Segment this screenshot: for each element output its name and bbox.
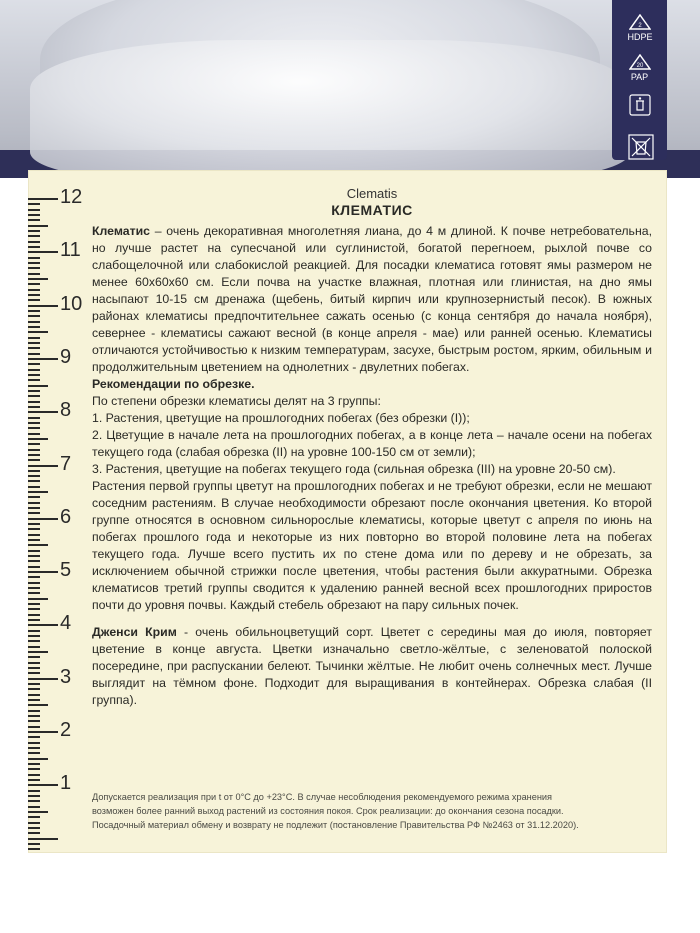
ruler-tick — [28, 454, 40, 456]
ruler-tick — [28, 406, 40, 408]
ruler-tick — [28, 774, 40, 776]
ruler-tick — [28, 587, 40, 589]
pruning-line: 3. Растения, цветущие на побегах текущего года (сильная обрезка (III) на уровне 20-50 см). — [92, 462, 616, 476]
ruler-tick — [28, 299, 40, 301]
ruler-tick — [28, 838, 58, 840]
ruler-tick — [28, 235, 40, 237]
package-photo — [0, 0, 700, 178]
ruler-tick — [28, 433, 40, 435]
ruler-tick — [28, 528, 40, 530]
ruler-tick — [28, 209, 40, 211]
ruler-tick — [28, 763, 40, 765]
ruler-tick — [28, 571, 58, 573]
ruler-tick — [28, 203, 40, 205]
ruler-tick — [28, 257, 40, 259]
ruler-tick — [28, 688, 40, 690]
ruler-tick — [28, 726, 40, 728]
ruler-tick — [28, 534, 40, 536]
trash-bin-icon — [628, 94, 652, 120]
ruler-tick — [28, 294, 40, 296]
ruler-tick — [28, 576, 40, 578]
ruler-number: 10 — [60, 292, 83, 315]
ruler-tick — [28, 646, 40, 648]
ruler-tick — [28, 390, 40, 392]
ruler-number: 7 — [60, 452, 72, 475]
ruler-tick — [28, 624, 58, 626]
ruler-tick — [28, 198, 58, 200]
ruler-number: 8 — [60, 399, 72, 422]
svg-text:2: 2 — [637, 23, 642, 29]
recycle-hdpe-icon — [628, 14, 652, 40]
ruler-tick — [28, 315, 40, 317]
ruler-tick — [28, 219, 40, 221]
ruler-tick — [28, 246, 40, 248]
pruning-paragraph: Растения первой группы цветут на прошлогодних побегах и не требуют обрезки, если не мешают соседним растениям. В случае необходимости обрезают после окончания цветения. Ко второй группе относятся в основном сильнорослые клематисы, которые цветут с апреля по июнь на побегах прошлого года и некоторые из них повторно во второй половине лета на побегах текущего года. Лучше всего пустить их по стене дома или по дереву и не обрезать, за исключением обычной стрижки после цветения, чтобы растения были аккуратными. Обрезка клематисов третий группы сводится к удалению ранней весной всех прошлогодних приростов почти до уровня почвы. Каждый стебель обрезают на пару сильных почек. — [92, 479, 652, 612]
ruler-tick — [28, 326, 40, 328]
ruler-tick — [28, 459, 40, 461]
ruler-tick — [28, 694, 40, 696]
ruler-tick — [28, 784, 58, 786]
ruler-tick — [28, 241, 40, 243]
pruning-heading: Рекомендации по обрезке. — [92, 377, 255, 391]
ruler-tick — [28, 758, 48, 760]
ruler-tick — [28, 667, 40, 669]
ruler-tick — [28, 742, 40, 744]
ruler-tick — [28, 480, 40, 482]
variety-paragraph — [92, 624, 652, 709]
ruler-tick — [28, 342, 40, 344]
ruler — [28, 170, 88, 853]
ruler-tick — [28, 379, 40, 381]
ruler-tick — [28, 603, 40, 605]
ruler-tick — [28, 401, 40, 403]
ruler-tick — [28, 518, 58, 520]
pruning-line: 1. Растения, цветущие на прошлогодних побегах (без обрезки (I)); — [92, 411, 470, 425]
recycle-pap-icon — [628, 54, 652, 80]
variety-name: Дженси Крим — [92, 625, 177, 639]
ruler-tick — [28, 806, 40, 808]
ruler-tick — [28, 385, 48, 387]
ruler-tick — [28, 608, 40, 610]
ruler-tick — [28, 422, 40, 424]
ruler-tick — [28, 470, 40, 472]
ruler-number: 4 — [60, 612, 72, 635]
ruler-tick — [28, 720, 40, 722]
ruler-tick — [28, 619, 40, 621]
ruler-tick — [28, 843, 40, 845]
ruler-tick — [28, 438, 48, 440]
ruler-tick — [28, 827, 40, 829]
ruler-number: 1 — [60, 772, 72, 795]
ruler-tick — [28, 544, 48, 546]
ruler-tick — [28, 635, 40, 637]
ruler-number: 6 — [60, 505, 72, 528]
ruler-tick — [28, 262, 40, 264]
ruler-tick — [28, 672, 40, 674]
ruler-tick — [28, 630, 40, 632]
ruler-tick — [28, 283, 40, 285]
ruler-tick — [28, 555, 40, 557]
intro-paragraph — [92, 223, 652, 376]
ruler-tick — [28, 502, 40, 504]
ruler-number: 2 — [60, 719, 72, 741]
ruler-tick — [28, 465, 58, 467]
ruler-number: 12 — [60, 186, 83, 208]
ruler-tick — [28, 512, 40, 514]
ruler-number: 5 — [60, 559, 72, 582]
ruler-tick — [28, 752, 40, 754]
latin-name: Clematis — [346, 186, 398, 201]
ruler-tick — [28, 273, 40, 275]
ruler-tick — [28, 651, 48, 653]
pruning-line: По степени обрезки клематисы делят на 3 группы: — [92, 394, 381, 408]
plastic-bag-highlight — [30, 40, 630, 178]
intro-term: Клематис — [92, 224, 151, 238]
ruler-tick — [28, 251, 58, 253]
ruler-tick — [28, 353, 40, 355]
ruler-tick — [28, 539, 40, 541]
ruler-tick — [28, 800, 40, 802]
ruler-tick — [28, 486, 40, 488]
ruler-tick — [28, 417, 40, 419]
ruler-tick — [28, 779, 40, 781]
ruler-tick — [28, 225, 48, 227]
ruler-tick — [28, 337, 40, 339]
ruler-tick — [28, 699, 40, 701]
ruler-number: 3 — [60, 665, 72, 688]
ruler-tick — [28, 832, 40, 834]
ruler-tick — [28, 592, 40, 594]
ruler-tick — [28, 363, 40, 365]
footnote — [92, 790, 652, 832]
ruler-tick — [28, 443, 40, 445]
ruler-tick — [28, 582, 40, 584]
ruler-tick — [28, 369, 40, 371]
ruler-tick — [28, 731, 58, 733]
ruler-tick — [28, 795, 40, 797]
ruler-tick — [28, 523, 40, 525]
ruler-tick — [28, 811, 48, 813]
ruler-tick — [28, 507, 40, 509]
ruler-tick — [28, 321, 40, 323]
ruler-tick — [28, 331, 48, 333]
ruler-tick — [28, 267, 40, 269]
card-content — [92, 186, 652, 709]
ruler-number: 11 — [60, 239, 81, 262]
ruler-tick — [28, 214, 40, 216]
pap-label: PAP — [630, 71, 649, 82]
ruler-tick — [28, 347, 40, 349]
ruler-tick — [28, 496, 40, 498]
ruler-tick — [28, 614, 40, 616]
ruler-tick — [28, 358, 58, 360]
ruler-tick — [28, 710, 40, 712]
ruler-tick — [28, 747, 40, 749]
ruler-tick — [28, 475, 40, 477]
plant-title: КЛЕМАТИС — [331, 202, 413, 218]
intro-text: – очень декоративная многолетняя лиана, до 4 м длиной. К почве нетребовательна, но лучше растет на супесчаной или суглинистой, богатой перегноем, рыхлой почве со слабощелочной или слабокислой реакцией. Для посадки клематиса готовят ямы размером не менее 60х60х60 см. Если почва на участке влажная, плотная или глинистая, на дно ямы насыпают 10-15 см дренажа (щебень, битый кирпич или крупнозернистый песок). В южных районах клематисы предпочтительнее сажать осенью (с конца сентября до начала ноября), севернее - клематисы сажают весной (в конце апреля - мае) или ранней осенью. Клематисы отличаются устойчивостью к низким температурам, засухе, быстрым ростом, ярким, обильным и продолжительным цветением на однолетних - двулетних побегах. — [92, 224, 652, 374]
ruler-tick — [28, 305, 58, 307]
ruler-tick — [28, 230, 40, 232]
ruler-tick — [28, 598, 48, 600]
ruler-tick — [28, 310, 40, 312]
ruler-tick — [28, 736, 40, 738]
ruler-tick — [28, 848, 40, 850]
ruler-tick — [28, 704, 48, 706]
ruler-tick — [28, 816, 40, 818]
ruler-tick — [28, 449, 40, 451]
footnote-line: Допускается реализация при t от 0°С до +23°С. В случае несоблюдения рекомендуемого режима хранения — [92, 792, 553, 802]
ruler-tick — [28, 550, 40, 552]
variety-text: - очень обильноцветущий сорт. Цветет с середины мая до июля, повторяет цветение в конце августа. Цветки изначально светло-жёлтые, с зеленоватой полоской посередине, при распускании белеют. Тычинки жёлтые. Не любит очень солнечных мест. Лучше выглядит на тёмном фоне. Подходит для выращивания в контейнерах. Обрезка слабая (II группа). — [92, 625, 652, 707]
ruler-tick — [28, 560, 40, 562]
ruler-tick — [28, 427, 40, 429]
pruning-line: 2. Цветущие в начале лета на прошлогодних побегах, а в конце лета – начале осени на побегах текущего года (слабая обрезка (II) на уровне 100-150 см от земли); — [92, 428, 652, 459]
ruler-tick — [28, 768, 40, 770]
ruler-tick — [28, 640, 40, 642]
crossed-bin-icon — [628, 134, 652, 160]
ruler-tick — [28, 374, 40, 376]
svg-text:20: 20 — [636, 63, 643, 69]
ruler-tick — [28, 715, 40, 717]
hdpe-label: HDPE — [627, 31, 653, 42]
recycle-panel — [612, 0, 667, 160]
background-below-card — [0, 853, 700, 933]
ruler-number: 9 — [60, 345, 72, 368]
ruler-tick — [28, 395, 40, 397]
ruler-tick — [28, 678, 58, 680]
ruler-tick — [28, 491, 48, 493]
ruler-tick — [28, 662, 40, 664]
footnote-line: Посадочный материал обмену и возврату не подлежит (постановление Правительства РФ №2463 от 31.12.2020). — [92, 820, 579, 830]
ruler-tick — [28, 656, 40, 658]
ruler-tick — [28, 566, 40, 568]
ruler-tick — [28, 289, 40, 291]
footnote-line: возможен более ранний выход растений из состояния покоя. Срок реализации: до окончания сезона посадки. — [92, 806, 564, 816]
ruler-tick — [28, 790, 40, 792]
ruler-tick — [28, 822, 40, 824]
ruler-tick — [28, 278, 48, 280]
ruler-tick — [28, 411, 58, 413]
ruler-tick — [28, 683, 40, 685]
